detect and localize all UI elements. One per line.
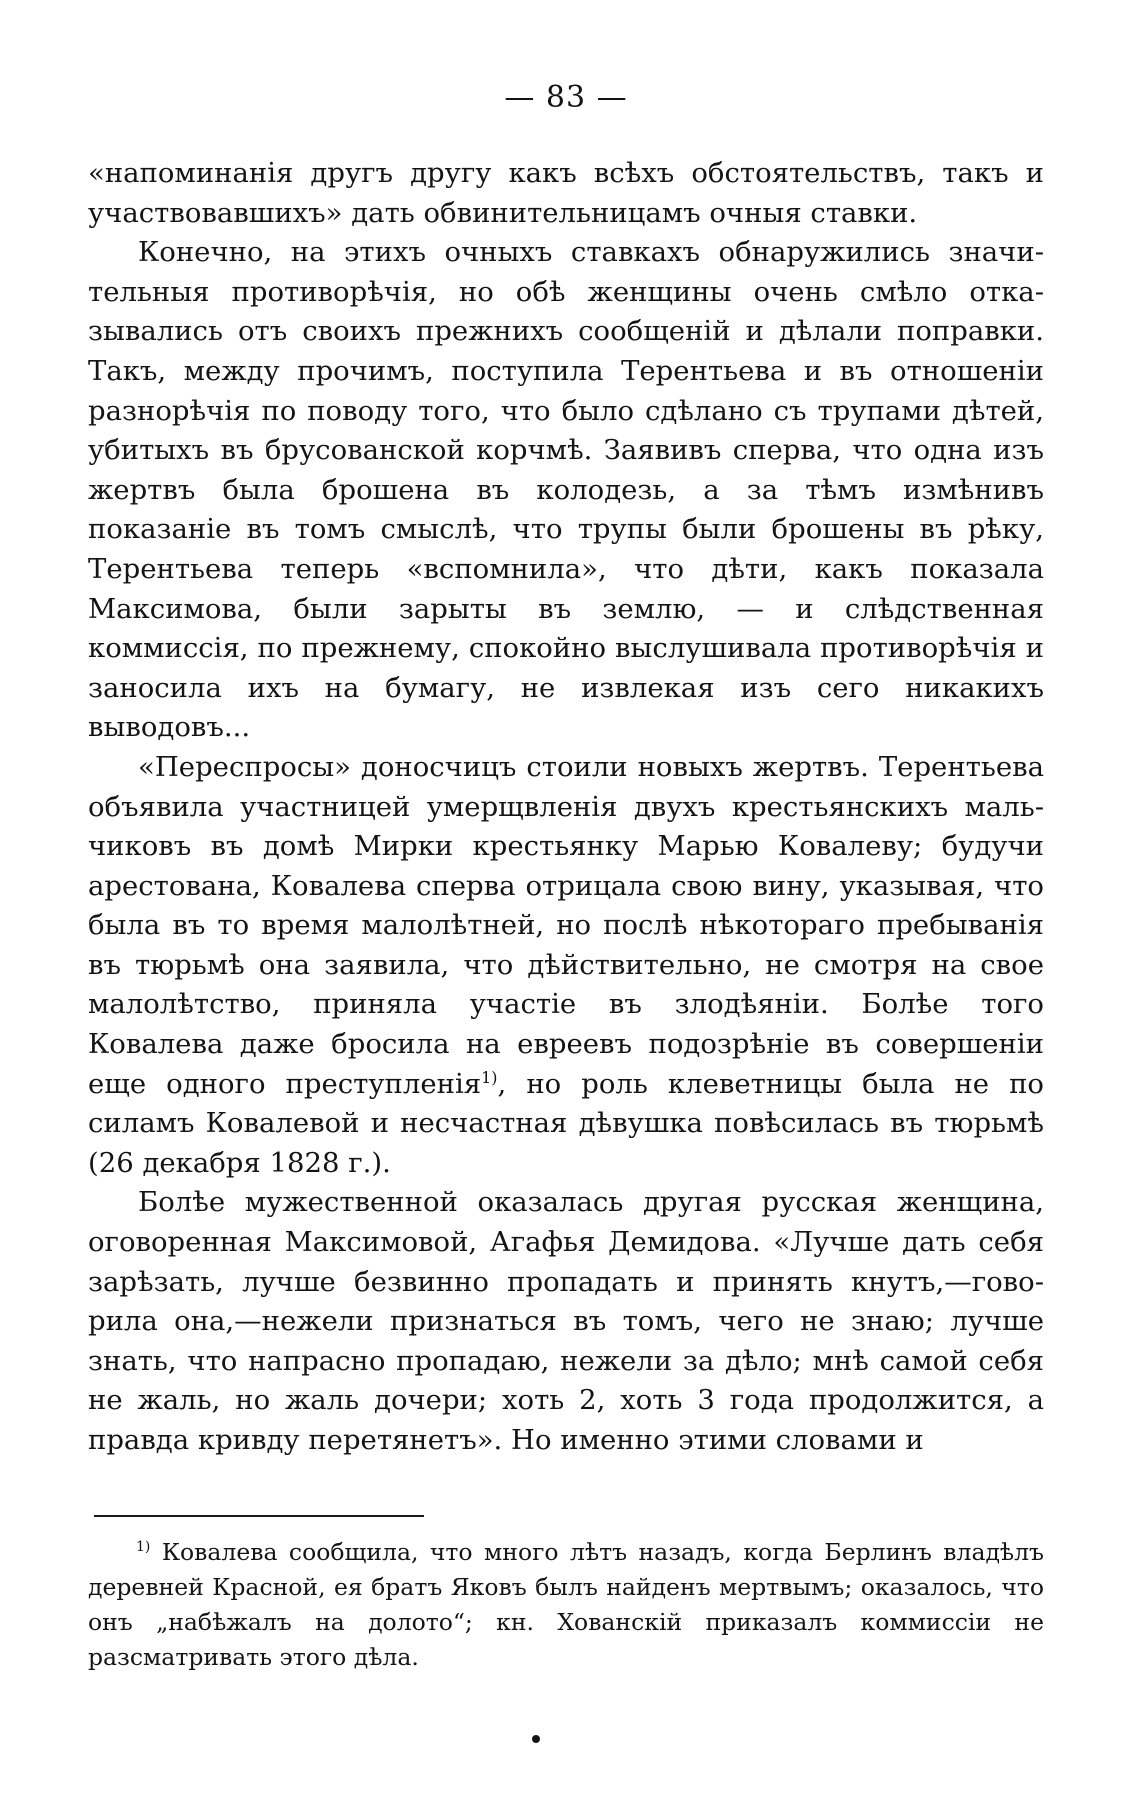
- footnote-divider: [94, 1515, 424, 1517]
- paragraph-kovaleva: [88, 748, 1044, 1184]
- footnote-reference[interactable]: 1): [481, 1067, 498, 1087]
- paragraph-demidova: Болѣе мужественной оказалась другая русская женщина, оговоренная Максимовой, Агафья Демидова. «Лучше дать себя зарѣзать, лучше безвинно пропадать и принять кнутъ,—говорила она,—нежели признаться въ томъ, чего не знаю; лучше знать, что напрасно пропадаю, нежели за дѣло; мнѣ самой себя не жаль, но жаль дочери; хоть 2, хоть 3 года продолжится, а правда кривду перетянетъ». Но именно этими словами и: [88, 1186, 1044, 1456]
- paragraph-kovaleva-text-before: «Переспросы» доносчицъ стоили новыхъ жертвъ. Терентьева объявила участницей умерщвленія двухъ крестьянскихъ мальчиковъ въ домѣ Мирки крестьянку Марью Ковалеву; будучи арестована, Ковалева сперва отрицала свою вину, указывая, что была въ то время малолѣтней, но послѣ нѣкотораго пребыванія въ тюрьмѣ она заявила, что дѣйствительно, не смотря на свое малолѣтство, приняла участіе въ злодѣяніи. Болѣе того Ковалева даже бросила на евреевъ подозрѣніе въ совершеніи еще одного преступленія: [88, 750, 1044, 1100]
- paragraph-continuation: «напоминанія другъ другу какъ всѣхъ обстоятельствъ, такъ и участвовавшихъ» дать обвинительницамъ очныя ставки.: [88, 157, 1044, 229]
- footnote-mark: 1): [136, 1538, 151, 1555]
- footnote: [88, 1535, 1044, 1675]
- footnote-text: [88, 1535, 1044, 1675]
- page-number: — 83 —: [504, 80, 628, 115]
- print-speck: [532, 1735, 540, 1743]
- footnote-body: Ковалева сообщила, что много лѣтъ назадъ, когда Берлинъ владѣлъ деревней Красной, ея братъ Яковъ былъ найденъ мертвымъ; оказалось, что онъ „набѣжалъ на долото“; кн. Хованскій приказалъ коммиссіи не разсматривать этого дѣла.: [88, 1537, 1044, 1671]
- paragraph-kovaleva-text-after: , но роль клеветницы была не по силамъ Ковалевой и несчастная дѣвушка повѣсилась въ тюрьмѣ (26 декабря 1828 г.).: [88, 1067, 1044, 1179]
- body-text: [88, 154, 1044, 1461]
- paragraph-confrontations: Конечно, на этихъ очныхъ ставкахъ обнаружились значительныя противорѣчія, но обѣ женщины очень смѣло отказывались отъ своихъ прежнихъ сообщеній и дѣлали поправки. Такъ, между прочимъ, поступила Терентьева и въ отношеніи разнорѣчія по поводу того, что было сдѣлано съ трупами дѣтей, убитыхъ въ брусованской корчмѣ. Заявивъ сперва, что одна изъ жертвъ была брошена въ колодезь, а за тѣмъ измѣнивъ показаніе въ томъ смыслѣ, что трупы были брошены въ рѣку, Терентьева теперь «вспомнила», что дѣти, какъ показала Максимова, были зарыты въ землю, — и слѣдственная коммиссія, по прежнему, спокойно выслушивала противорѣчія и заносила ихъ на бумагу, не извлекая изъ сего никакихъ выводовъ...: [88, 236, 1044, 744]
